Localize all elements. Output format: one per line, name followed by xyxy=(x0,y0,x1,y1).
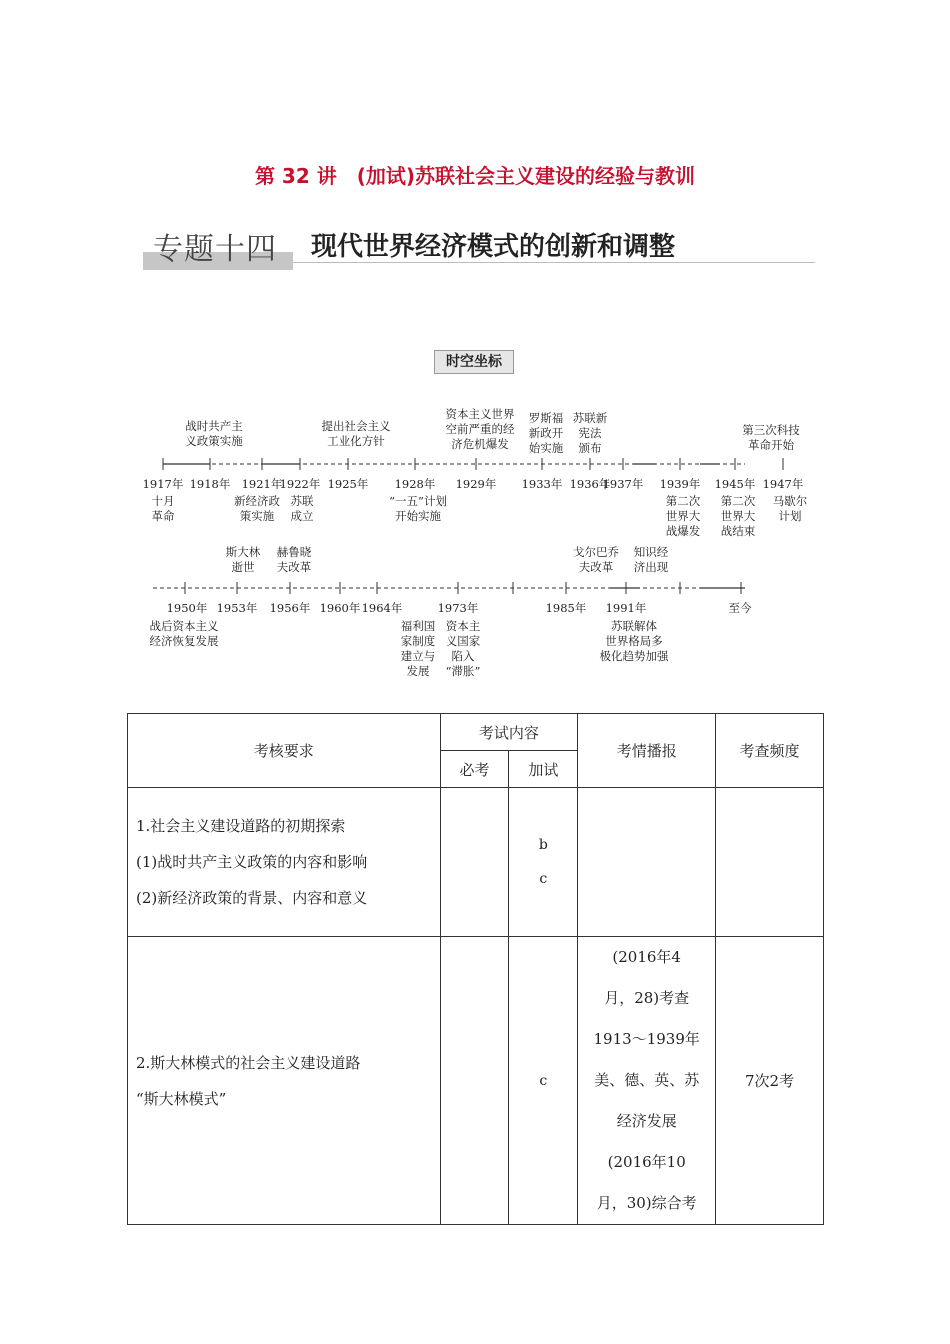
extra-level: b xyxy=(538,837,548,853)
timeline-event-below: 资本主 xyxy=(445,619,481,633)
timeline-year-label: 1936年 xyxy=(569,477,611,491)
row-1-frequency xyxy=(716,788,824,937)
table-row xyxy=(128,788,824,937)
timeline-event-below: 新经济政 xyxy=(234,494,280,508)
timeline-label: 时空坐标 xyxy=(434,350,514,374)
extra-level: c xyxy=(539,1072,548,1089)
timeline-year-label: 1973年 xyxy=(437,601,479,615)
topic-number: 专题十四 xyxy=(153,232,277,267)
report-line: 月，28)考查 xyxy=(604,989,690,1007)
timeline-year-label: 1925年 xyxy=(327,477,369,491)
exam-requirements-table xyxy=(127,713,824,1225)
row-1-requirement xyxy=(128,788,441,937)
timeline-event-below: 建立与 xyxy=(400,649,436,663)
timeline-year-label: 1991年 xyxy=(605,601,647,615)
timeline-event-above: 义政策实施 xyxy=(185,434,243,448)
timeline-event-above: 宪法 xyxy=(578,426,602,440)
timeline-event-below: 福利国 xyxy=(400,619,436,633)
timeline-event-above: 始实施 xyxy=(528,441,564,455)
timeline-year-label: 1945年 xyxy=(714,477,756,491)
timeline-event-below: 世界大 xyxy=(720,509,756,523)
timeline-event-above: 颁布 xyxy=(578,441,602,455)
requirement-line: 2.斯大林模式的社会主义建设道路 xyxy=(136,1053,361,1072)
timeline-event-above: 知识经 xyxy=(633,545,669,559)
timeline-event-above: 济危机爆发 xyxy=(451,437,509,451)
timeline-event-below: 义国家 xyxy=(445,634,481,648)
row-2-requirement xyxy=(128,937,441,1225)
timeline-event-above: 苏联新 xyxy=(572,411,608,425)
timeline-event-above: 罗斯福 xyxy=(528,411,564,425)
timeline-year-label: 1921年 xyxy=(241,477,283,491)
timeline-event-below: 世界大 xyxy=(665,509,701,523)
timeline-event-below: 家制度 xyxy=(400,634,436,648)
timeline-year-label: 1917年 xyxy=(142,477,184,491)
timeline-year-label: 1918年 xyxy=(189,477,231,491)
timeline-event-above: 资本主义世界 xyxy=(445,407,515,421)
report-line: (2016年10 xyxy=(607,1153,686,1171)
timeline-year-label: 1939年 xyxy=(659,477,701,491)
timeline-event-below: 苏联 xyxy=(290,494,314,508)
timeline-event-below: 战结束 xyxy=(720,524,756,538)
row-1-required xyxy=(440,788,509,937)
timeline-event-below: 革命 xyxy=(151,509,175,523)
header-report: 考情播报 xyxy=(578,714,716,788)
timeline-event-below: 发展 xyxy=(406,664,430,678)
timeline-event-below: 马歇尔 xyxy=(772,494,808,508)
timeline-2 xyxy=(150,545,752,678)
timeline-year-label: 1928年 xyxy=(394,477,436,491)
timeline-event-below: 极化趋势加强 xyxy=(599,649,669,663)
timeline-event-below: 苏联解体 xyxy=(611,619,657,633)
timeline-event-below: 第二次 xyxy=(665,494,701,508)
timeline-year-label: 1956年 xyxy=(269,601,311,615)
requirement-line: 1.社会主义建设道路的初期探索 xyxy=(136,817,346,835)
timeline-year-label: 1937年 xyxy=(602,477,644,491)
row-1-extra xyxy=(509,788,578,937)
report-line: 经济发展 xyxy=(616,1112,677,1130)
timeline-event-above: 斯大林 xyxy=(225,545,261,559)
topic-name: 现代世界经济模式的创新和调整 xyxy=(311,232,676,262)
timeline-year-label: 至今 xyxy=(728,601,752,615)
header-extra: 加试 xyxy=(509,751,578,788)
timeline-year-label: 1929年 xyxy=(455,477,497,491)
timeline-event-above: 工业化方针 xyxy=(327,434,385,448)
timeline-event-above: 战时共产主 xyxy=(185,419,243,433)
timeline-event-above: 空前严重的经 xyxy=(445,422,515,436)
timeline-year-label: 1964年 xyxy=(361,601,403,615)
header-requirement: 考核要求 xyxy=(128,714,441,788)
lecture-title: 第 32 讲 (加试)苏联社会主义建设的经验与教训 xyxy=(254,164,696,188)
header-content: 考试内容 xyxy=(440,714,578,751)
report-line: 月，30)综合考 xyxy=(596,1194,697,1212)
timeline-event-below: 世界格局多 xyxy=(605,634,663,648)
report-line: (2016年4 xyxy=(612,948,681,966)
timeline-event-below: 第二次 xyxy=(720,494,756,508)
timeline-event-below: 经济恢复发展 xyxy=(149,634,219,648)
timeline-event-above: 革命开始 xyxy=(748,438,794,452)
timeline-event-below: 陷入 xyxy=(451,649,475,663)
row-2-required xyxy=(440,937,509,1225)
row-1-report xyxy=(578,788,716,937)
header-frequency: 考查频度 xyxy=(716,714,824,788)
timeline-year-label: 1953年 xyxy=(216,601,258,615)
timeline-event-below: 成立 xyxy=(290,509,314,523)
timeline-event-above: 戈尔巴乔 xyxy=(573,545,619,559)
timeline-event-below: 开始实施 xyxy=(395,509,441,523)
row-2-frequency: 7次2考 xyxy=(716,937,824,1225)
timeline-year-label: 1933年 xyxy=(521,477,563,491)
requirement-line: (2)新经济政策的背景、内容和意义 xyxy=(136,889,368,907)
table-header-row xyxy=(128,714,824,751)
requirement-line: (1)战时共产主义政策的内容和影响 xyxy=(136,853,368,871)
timeline-event-below: 战后资本主义 xyxy=(149,619,219,633)
report-line: 1913～1939年 xyxy=(593,1030,700,1048)
timeline-event-above: 济出现 xyxy=(633,560,669,574)
timeline-event-above: 赫鲁晓 xyxy=(276,545,312,559)
timeline-event-below: 十月 xyxy=(151,494,175,508)
timeline-event-above: 新政开 xyxy=(528,426,564,440)
timeline-event-above: 夫改革 xyxy=(276,560,312,574)
timeline-year-label: 1947年 xyxy=(762,477,804,491)
report-line: 美、德、英、苏 xyxy=(594,1071,700,1089)
timeline-event-below: “滞胀” xyxy=(445,664,481,678)
timeline-year-label: 1985年 xyxy=(545,601,587,615)
timeline-event-above: 夫改革 xyxy=(578,560,614,574)
row-2-report xyxy=(578,937,716,1225)
timeline-event-above: 提出社会主义 xyxy=(321,419,391,433)
timeline-event-below: 战爆发 xyxy=(665,524,701,538)
timeline-event-below: 计划 xyxy=(778,509,802,523)
timeline-1 xyxy=(143,407,808,538)
timeline-year-label: 1922年 xyxy=(279,477,321,491)
requirement-line: “斯大林模式” xyxy=(136,1089,227,1108)
timeline-year-label: 1960年 xyxy=(319,601,361,615)
timeline-year-label: 1950年 xyxy=(166,601,208,615)
timeline-event-above: 第三次科技 xyxy=(742,423,800,437)
row-2-extra xyxy=(509,937,578,1225)
table-row xyxy=(128,937,824,1225)
timeline-event-above: 逝世 xyxy=(231,560,255,574)
header-required: 必考 xyxy=(440,751,509,788)
timeline-event-below: “一五”计划 xyxy=(389,494,447,508)
timeline-event-below: 策实施 xyxy=(239,509,275,523)
extra-level: c xyxy=(539,871,548,887)
